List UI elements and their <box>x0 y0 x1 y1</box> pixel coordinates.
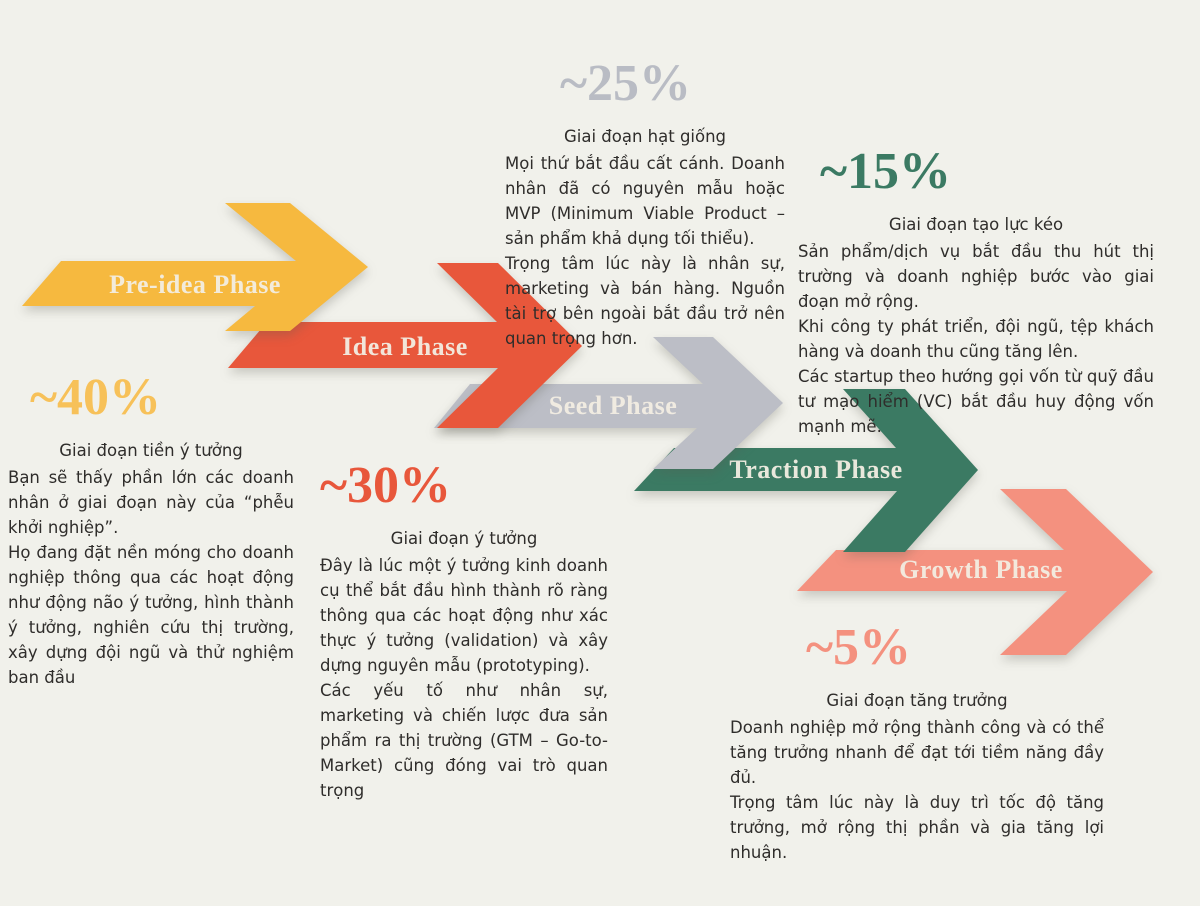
pre-idea-paragraph: Họ đang đặt nền móng cho doanh nghiệp thông qua các hoạt động như động não ý tưởng, hình thành ý tưởng, nghiên cứu thị trường, xây dựng đội ngũ và thử nghiệm ban đầu <box>8 543 294 687</box>
traction-title: Giai đoạn tạo lực kéo <box>888 215 1064 234</box>
phase-block-growth <box>730 619 1104 865</box>
phase-block-pre-idea <box>8 369 294 690</box>
pre-idea-percent: ~40% <box>30 369 162 426</box>
seed-paragraph: Mọi thứ bắt đầu cất cánh. Doanh nhân đã có nguyên mẫu hoặc MVP (Minimum Viable Product – sản phẩm khả dụng tối thiểu). <box>505 154 785 248</box>
traction-paragraph: Sản phẩm/dịch vụ bắt đầu thu hút thị trường và doanh nghiệp bước vào giai đoạn mở rộng. <box>798 242 1154 311</box>
seed-percent: ~25% <box>560 55 692 112</box>
pre-idea-arrow-shape <box>22 203 368 331</box>
growth-paragraph: Doanh nghiệp mở rộng thành công và có thể tăng trưởng nhanh để đạt tới tiềm năng đầy đủ. <box>730 718 1104 787</box>
idea-title: Giai đoạn ý tưởng <box>390 529 538 548</box>
growth-paragraph: Trọng tâm lúc này là duy trì tốc độ tăng trưởng, mở rộng thị phần và gia tăng lợi nhuận. <box>730 793 1104 862</box>
phase-block-idea <box>320 457 608 803</box>
phase-block-traction <box>798 143 1154 439</box>
pre-idea-paragraph: Bạn sẽ thấy phần lớn các doanh nhân ở giai đoạn này của “phễu khởi nghiệp”. <box>8 468 294 537</box>
pre-idea-title: Giai đoạn tiền ý tưởng <box>59 441 243 460</box>
seed-arrow-label: Seed Phase <box>548 391 678 420</box>
traction-arrow-label: Traction Phase <box>729 455 903 484</box>
traction-paragraph: Các startup theo hướng gọi vốn từ quỹ đầu tư mạo hiểm (VC) bắt đầu huy động vốn mạnh mẽ. <box>798 367 1154 436</box>
pre-idea-arrow <box>22 203 368 331</box>
traction-percent: ~15% <box>820 143 952 200</box>
idea-paragraph: Đây là lúc một ý tưởng kinh doanh cụ thể bắt đầu hình thành rõ ràng thông qua các hoạt động như xác thực ý tưởng (validation) và xây dựng nguyên mẫu (prototyping). <box>320 556 608 675</box>
pre-idea-arrow-label: Pre-idea Phase <box>109 270 281 299</box>
seed-title: Giai đoạn hạt giống <box>563 127 727 146</box>
phase-block-seed <box>505 55 785 351</box>
growth-title: Giai đoạn tăng trưởng <box>826 691 1008 710</box>
idea-arrow-label: Idea Phase <box>342 332 468 361</box>
idea-percent: ~30% <box>320 457 452 514</box>
seed-paragraph: Trọng tâm lúc này là nhân sự, marketing và bán hàng. Nguồn tài trợ bên ngoài bắt đầu trở nên quan trọng hơn. <box>505 254 785 348</box>
growth-arrow-label: Growth Phase <box>899 555 1063 584</box>
growth-percent: ~5% <box>806 619 912 676</box>
traction-paragraph: Khi công ty phát triển, đội ngũ, tệp khách hàng và doanh thu cũng tăng lên. <box>798 317 1154 361</box>
idea-paragraph: Các yếu tố như nhân sự, marketing và chiến lược đưa sản phẩm ra thị trường (GTM – Go-to-Market) cũng đóng vai trò quan trọng <box>320 681 608 800</box>
